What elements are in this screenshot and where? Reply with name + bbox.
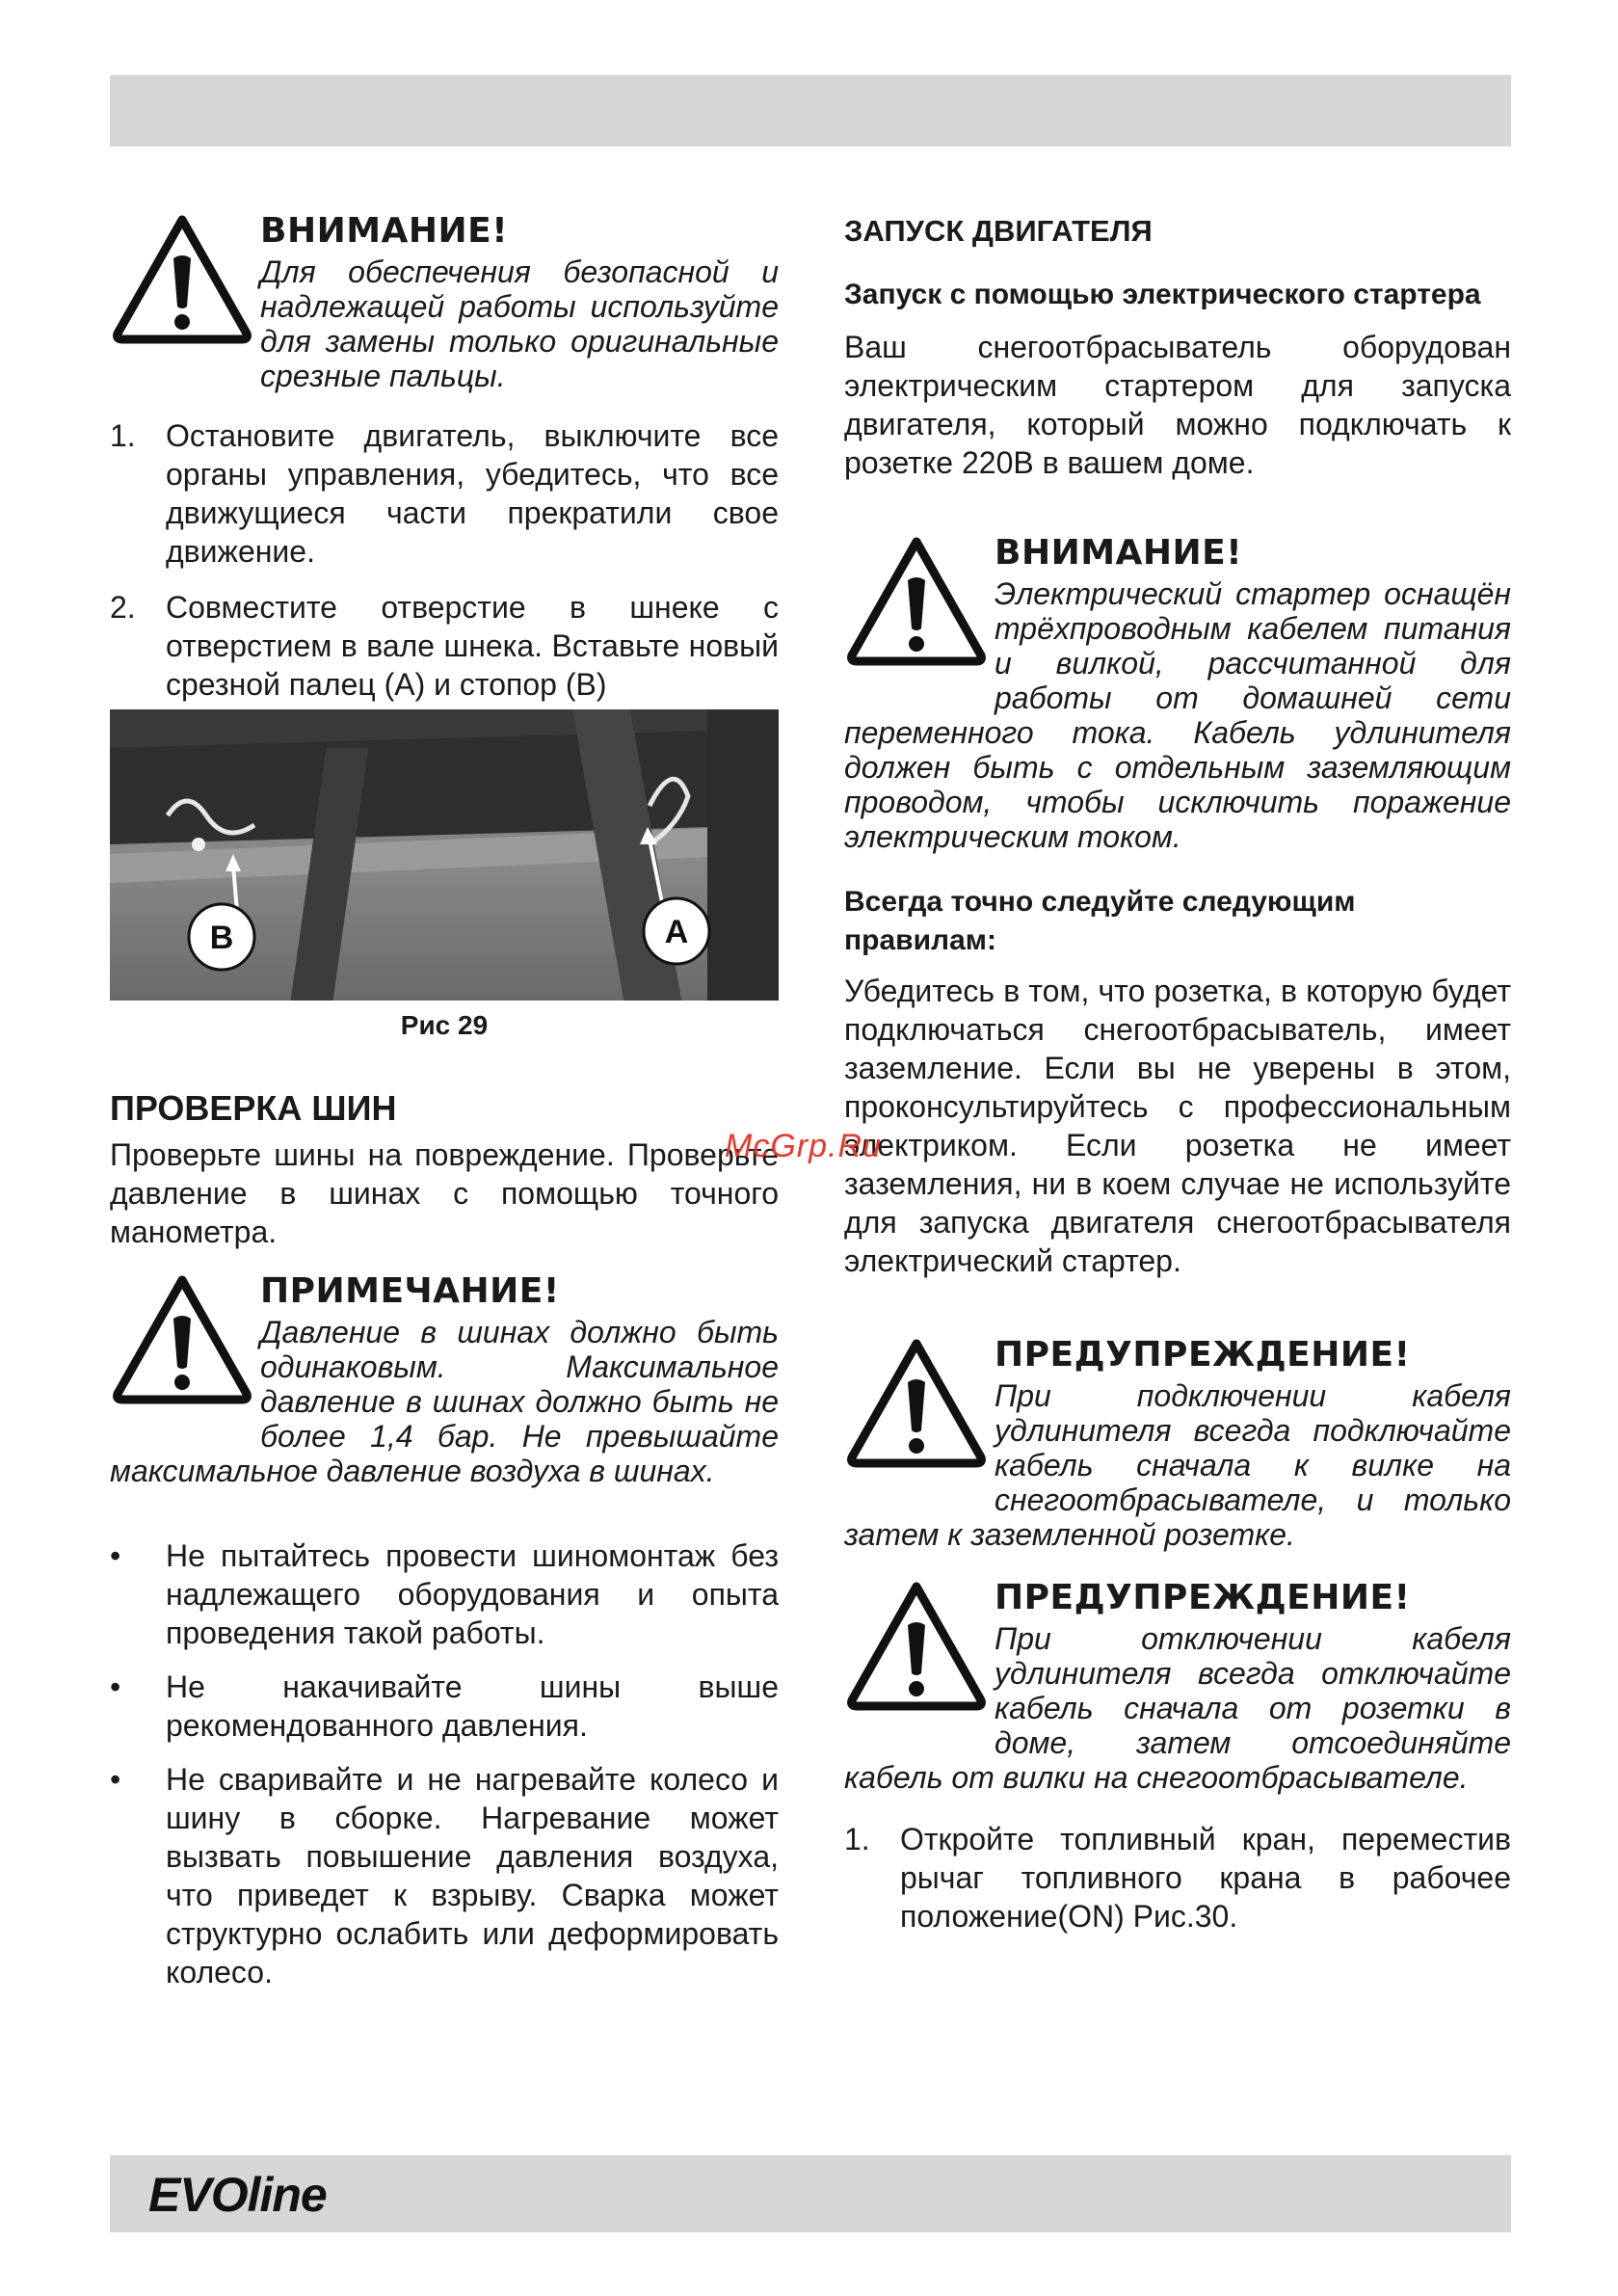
warning-title: ПРЕДУПРЕЖДЕНИЕ!	[995, 1335, 1411, 1375]
intro-text: Ваш снегоотбрасыватель оборудован электрическим стартером для запуска двигателя, который можно подключать к розетке 220В в вашем доме.	[844, 330, 1511, 480]
warning-text: Электрический стартер оснащён трёхпроводным кабелем питания и вилкой, рассчитанной для работы от домашней сети переменного тока. Кабель удлинителя должен быть с отдельным заземляющим проводом, чтобы исключить поражение электрическим током.	[844, 576, 1511, 854]
list-item: 1. Остановите двигатель, выключите все органы управления, убедитесь, что все движущиеся части прекратили свое движение.	[110, 418, 779, 569]
steps-list-left	[110, 416, 779, 704]
warning-title: ВНИМАНИЕ!	[995, 533, 1243, 573]
list-item: 2. Совместите отверстие в шнеке с отверстием в вале шнека. Вставьте новый срезной палец (А) и стопор (В)	[110, 590, 779, 702]
label-a: A	[664, 914, 689, 950]
footer-bar	[110, 2155, 1511, 2232]
tire-bullets	[110, 1536, 779, 1991]
warning-block-electric	[844, 532, 1511, 854]
list-item: • Не сваривайте и не нагревайте колесо и шину в сборке. Нагревание может вызвать повышение давления воздуха, что приведет к взрыву. Сварка может структурно ослабить или деформировать колесо.	[110, 1762, 779, 1989]
engine-start-heading: ЗАПУСК ДВИГАТЕЛЯ	[844, 214, 1153, 248]
note-text: Давление в шинах должно быть одинаковым. Максимальное давление в шинах должно быть не более 1,4 бар. Не превышайте максимальное давление воздуха в шинах.	[110, 1315, 779, 1488]
figure-caption: Рис 29	[400, 1010, 489, 1040]
rules-heading: Всегда точно следуйте следующим правилам:	[844, 886, 1356, 956]
list-item: 1. Откройте топливный кран, переместив рычаг топливного крана в рабочее положение(ON) Рис.30.	[844, 1822, 1511, 1934]
figure-29-photo	[110, 709, 779, 1001]
warning-title: ПРЕДУПРЕЖДЕНИЕ!	[995, 1578, 1411, 1617]
brand-logo: EVOline	[148, 2168, 327, 2222]
warning-block-shear-pins	[110, 210, 779, 393]
warning-text: При отключении кабеля удлинителя всегда отключайте кабель сначала от розетки в доме, затем отсоединяйте кабель от вилки на снегоотбрасывателе.	[844, 1621, 1511, 1795]
note-block-tire-pressure	[110, 1270, 779, 1488]
tires-heading: ПРОВЕРКА ШИН	[110, 1088, 397, 1128]
header-bar	[110, 75, 1511, 147]
warning-triangle-icon	[110, 1270, 254, 1405]
tires-text: Проверьте шины на повреждение. Проверьте давление в шинах с помощью точного манометра.	[110, 1137, 779, 1249]
warning-triangle-icon	[110, 210, 254, 345]
warning-text: При подключении кабеля удлинителя всегда подключайте кабель сначала к вилке на снегоотбрасывателе, и только затем к заземленной розетке.	[844, 1378, 1511, 1552]
label-b: B	[209, 920, 234, 956]
warning-triangle-icon	[844, 532, 989, 667]
note-title: ПРИМЕЧАНИЕ!	[260, 1271, 560, 1311]
warning-text: Для обеспечения безопасной и надлежащей работы используйте для замены только оригинальные срезные пальцы.	[260, 254, 779, 393]
warning-block-disconnect	[844, 1577, 1511, 1795]
steps-list-right	[844, 1820, 1511, 1936]
warning-triangle-icon	[844, 1577, 989, 1712]
warning-title: ВНИМАНИЕ!	[260, 211, 509, 251]
electric-start-subheading: Запуск с помощью электрического стартера	[844, 279, 1481, 310]
warning-block-connect	[844, 1334, 1511, 1552]
list-item: • Не накачивайте шины выше рекомендованного давления.	[110, 1669, 779, 1743]
shear-pin-photo-illustration	[110, 709, 779, 1001]
watermark-text: McGrp.Ru	[725, 1128, 882, 1164]
warning-triangle-icon	[844, 1334, 989, 1469]
rules-text: Убедитесь в том, что розетка, в которую будет подключаться снегоотбрасыватель, имеет заземление. Если вы не уверены в этом, проконсультируйтесь с профессиональным электриком. Если розетка не имеет заземления, ни в коем случае не используйте для запуска двигателя снегоотбрасывателя электрический стартер.	[844, 974, 1511, 1278]
list-item: • Не пытайтесь провести шиномонтаж без надлежащего оборудования и опыта проведения такой работы.	[110, 1538, 779, 1650]
